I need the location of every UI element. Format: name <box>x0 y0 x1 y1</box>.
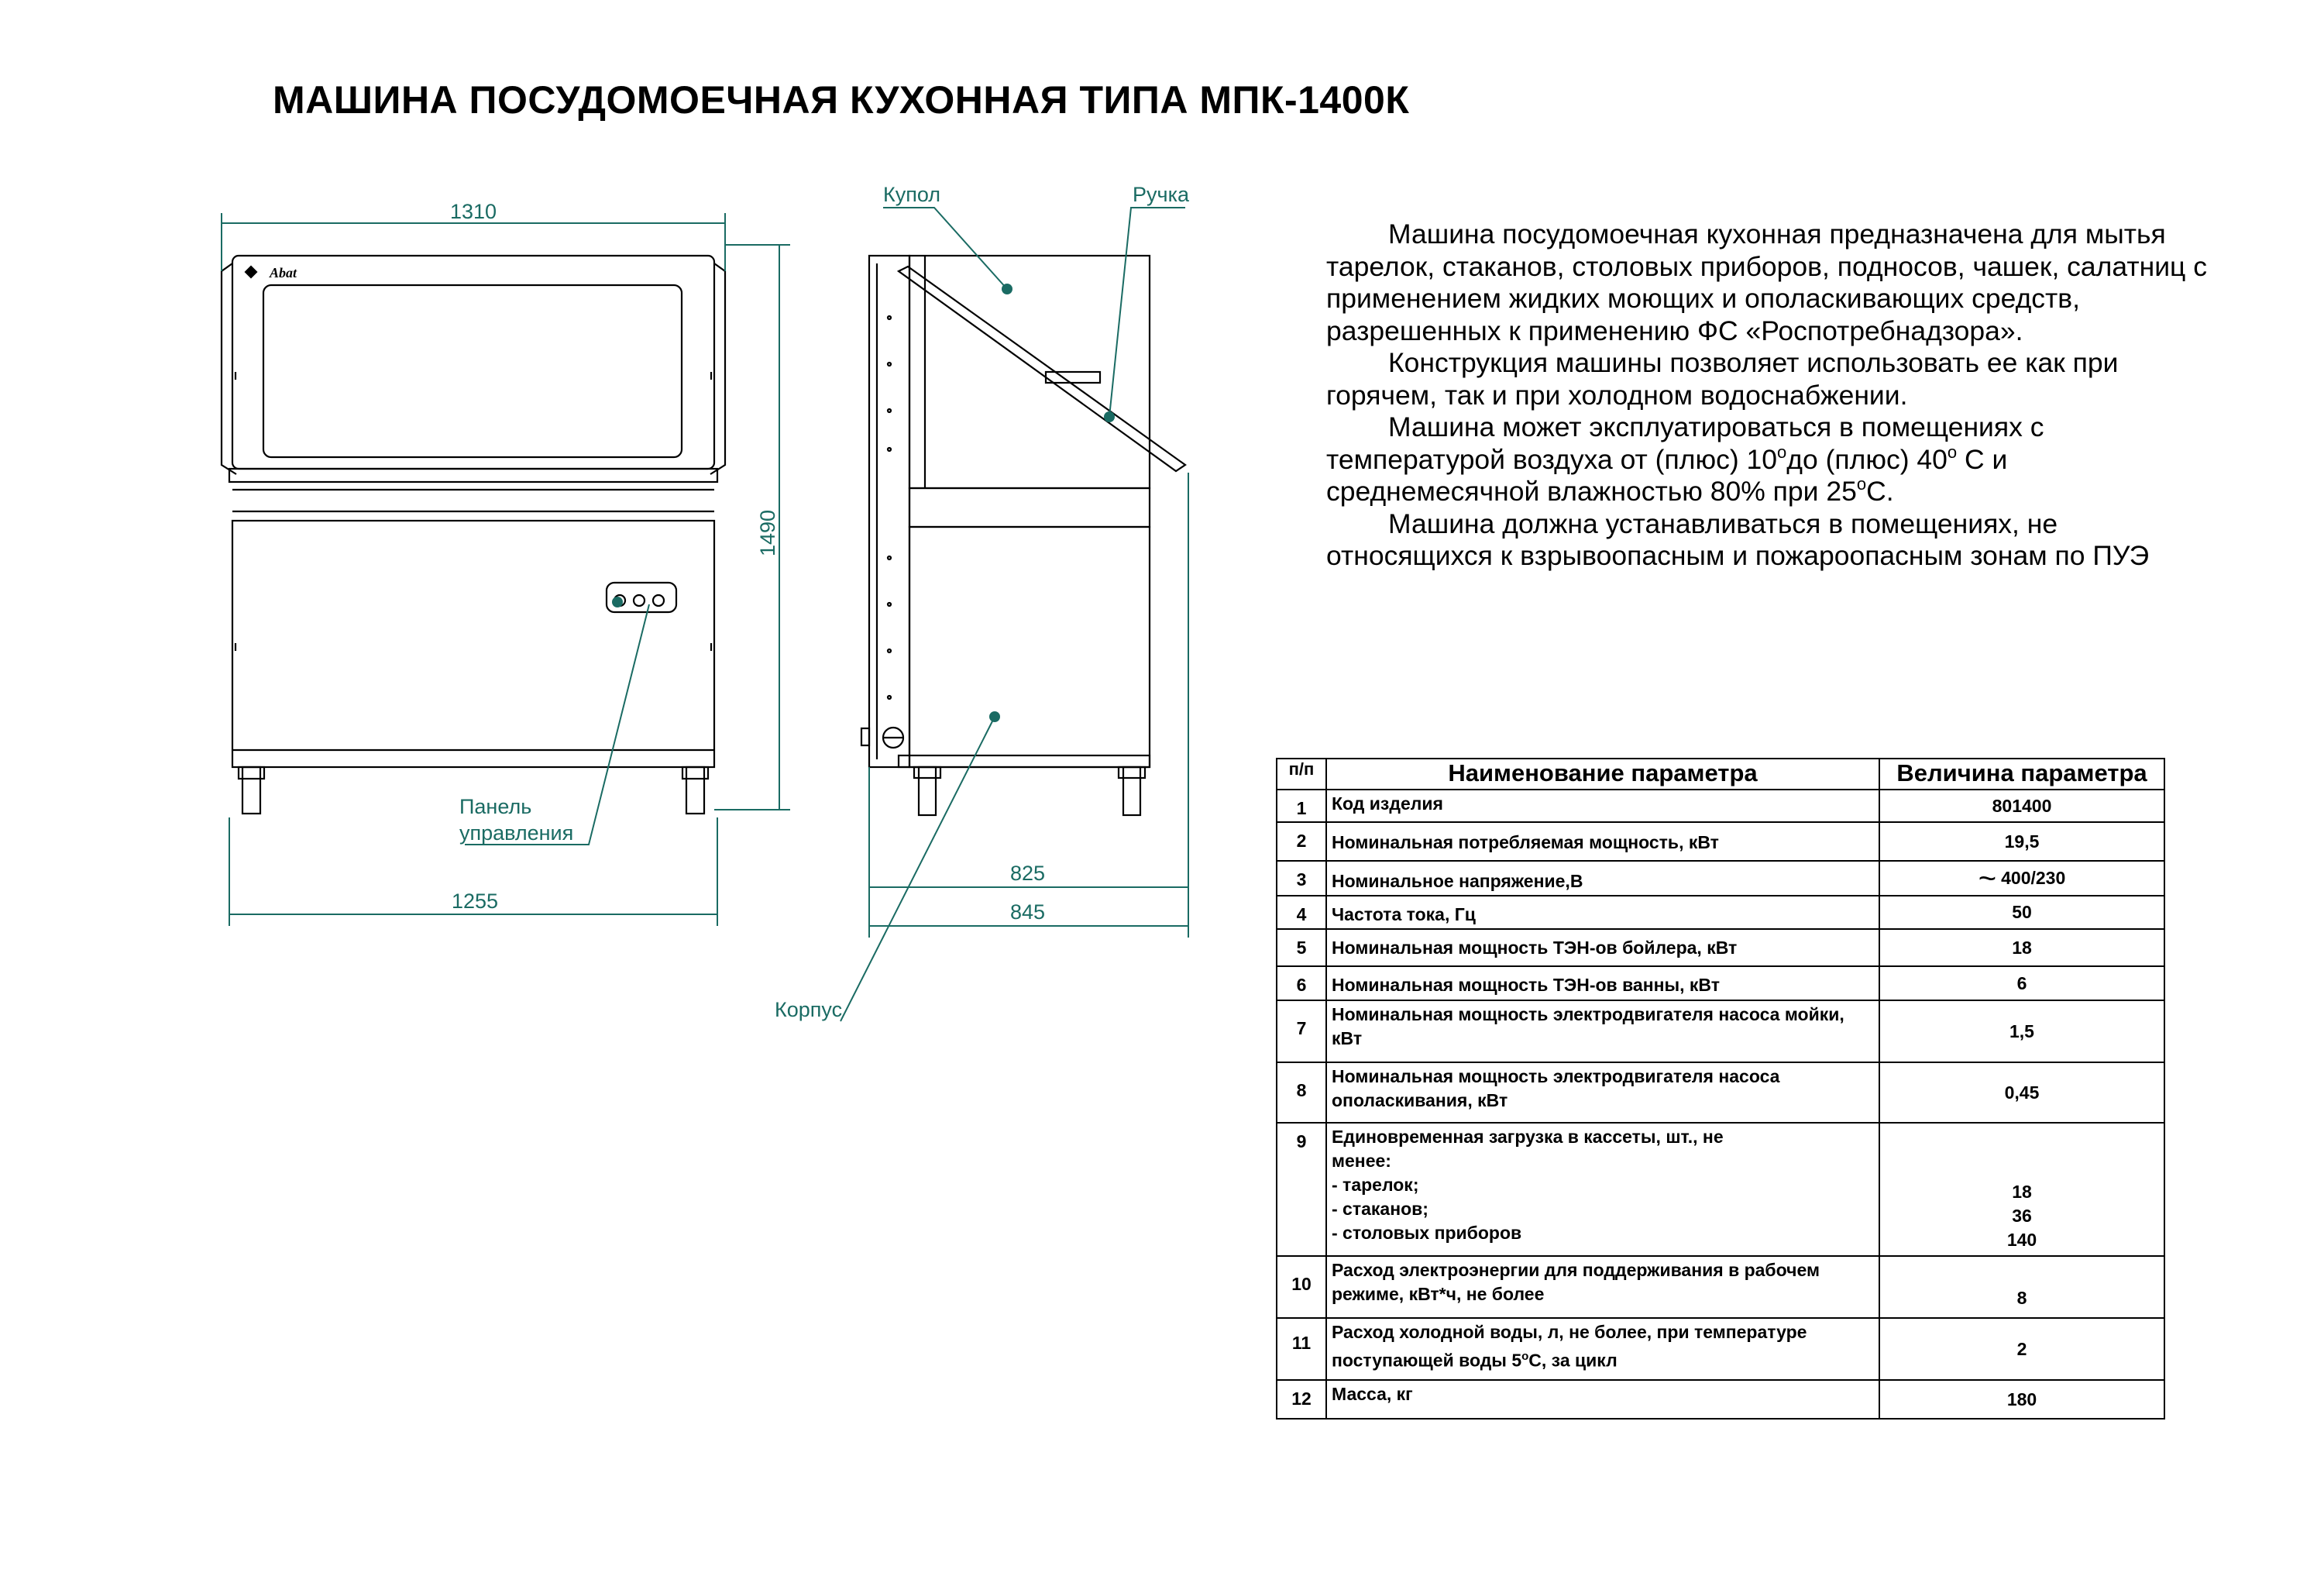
label-body: Корпус <box>775 998 843 1021</box>
label-panel-line1: Панель <box>459 795 532 818</box>
label-dome: Купол <box>883 183 941 206</box>
desc-paragraph-2: Конструкция машины позволяет использовать ее как при горячем, так и при холодном водоснабжении. <box>1326 347 2119 411</box>
technical-drawing <box>0 0 1270 1069</box>
table-row: 6 Номинальная мощность ТЭН-ов ванны, кВт 6 <box>1277 966 2164 1000</box>
header-name: Наименование параметра <box>1326 759 1879 790</box>
table-row: 12 Масса, кг 180 <box>1277 1380 2164 1419</box>
front-view <box>222 256 725 814</box>
table-header-row <box>1277 759 2164 790</box>
desc-paragraph-4: Машина должна устанавливаться в помещениях, не относящихся к взрывоопасным и пожароопасным зонам по ПУЭ <box>1326 508 2150 571</box>
table-row: 1 Код изделия 801400 <box>1277 790 2164 822</box>
table-row: 5 Номинальная мощность ТЭН-ов бойлера, кВт 18 <box>1277 929 2164 966</box>
table-row: 10 Расход электроэнергии для поддерживания в рабочем режиме, кВт*ч, не более 8 <box>1277 1256 2164 1318</box>
table-row: 3 Номинальное напряжение,В ~ 400/230 <box>1277 861 2164 896</box>
dim-height: 1490 <box>756 509 779 556</box>
dim-depth-inner: 825 <box>1010 862 1046 885</box>
label-handle: Ручка <box>1133 183 1189 206</box>
table-row: 4 Частота тока, Гц 50 <box>1277 896 2164 929</box>
dim-width-bottom: 1255 <box>452 890 499 913</box>
header-value: Величина параметра <box>1879 759 2164 790</box>
side-view <box>861 256 1185 815</box>
desc-paragraph-3: Машина может эксплуатироваться в помещениях с температурой воздуха от (плюс) 10$^o$до (плюс) 40$^o$ С и среднемесячной влажностью 80% при 25$^o$С. <box>1326 411 2044 507</box>
header-num: п/п <box>1277 759 1326 790</box>
table-row: 2 Номинальная потребляемая мощность, кВт 19,5 <box>1277 822 2164 861</box>
dim-width-top: 1310 <box>450 200 497 223</box>
table-row: 9 Единовременная загрузка в кассеты, шт., не менее: - тарелок; - стаканов; - столовых приборов 18 36 140 <box>1277 1123 2164 1256</box>
table-row: 11 Расход холодной воды, л, не более, при температуре поступающей воды 5$^o$С, за цикл 2 <box>1277 1318 2164 1380</box>
parameters-table <box>1276 758 2165 1420</box>
page-title: МАШИНА ПОСУДОМОЕЧНАЯ КУХОННАЯ ТИПА МПК-1400К <box>273 78 1410 122</box>
dimension-labels <box>450 183 1190 1021</box>
dimension-lines <box>222 208 1188 1021</box>
table-row: 8 Номинальная мощность электродвигателя насоса ополаскивания, кВт 0,45 <box>1277 1062 2164 1123</box>
abat-logo: Abat <box>270 265 297 280</box>
table-row: 7 Номинальная мощность электродвигателя насоса мойки, кВт 1,5 <box>1277 1000 2164 1062</box>
description <box>1326 219 2225 573</box>
dim-depth-outer: 845 <box>1010 900 1046 924</box>
label-panel-line2: управления <box>459 821 574 845</box>
desc-paragraph-1: Машина посудомоечная кухонная предназначена для мытья тарелок, стаканов, столовых приборов, подносов, чашек, салатниц с применением жидких моющих и ополаскивающих средств, разрешенных к применению ФС «Роспотребнадзора». <box>1326 219 2207 346</box>
